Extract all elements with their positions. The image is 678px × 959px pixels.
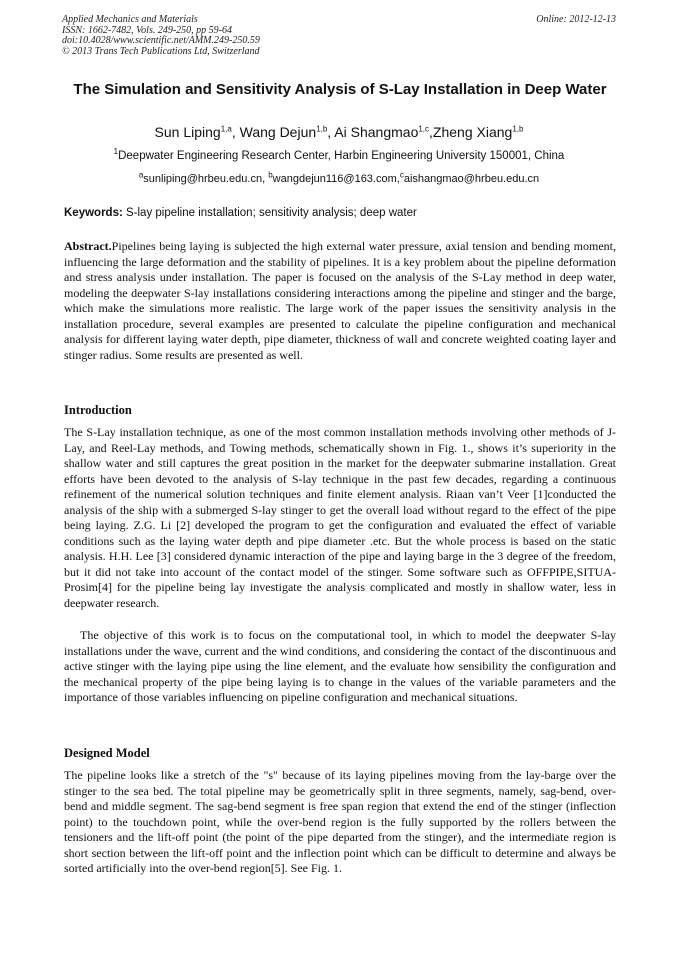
email-b[interactable]: wangdejun116@163.com, [272,173,400,185]
section-heading-introduction: Introduction [64,403,132,417]
introduction-paragraph-1: The S-Lay installation technique, as one of the most common installation methods involving other methods of J-Lay, and Reel-Lay methods, and Towing methods, schematically shown in Fig. 1., shows it’s superiority in the shallow water and still captures the great position in the market for the deepwater submarine installation. Great efforts have been devoted to the analysis of S-lay technique in the past few decades, regarding a continuous refinement of the numerical solution techniques and finite element analysis. Riaan van’t Veer [1]conducted the analysis of the ship with a submerged S-lay stinger to get the overall load without regard to the effect of the pipe being laying. Z.G. Li [2] developed the program to get the configuration and evaluated the effect of variable conditions such as the laying water depth and pipe diameter .etc. But the whole process is based on the static analysis. H.H. Lee [3] considered dynamic interaction of the pipe and laying barge in the 3 degree of the freedom, but it did not take into account of the contact model of the stinger. Some software such as OFFPIPE,SITUA-Prosim[4] for the pipeline being lay investigate the analysis complicated and mostly in shallow water, less in deepwater research. [64,425,616,610]
author-sup: 1,b [512,124,524,134]
affiliation-sup: 1 [113,147,119,157]
author-sep: , [231,124,240,140]
author-sup: 1,b [316,124,328,134]
issn-line: ISSN: 1662-7482, Vols. 249-250, pp 59-64 [62,24,232,36]
affiliation-text: Deepwater Engineering Research Center, Harbin Engineering University 150001, China [118,150,565,162]
abstract [64,239,616,363]
journal-name: Applied Mechanics and Materials [62,14,198,25]
author-name: Zheng Xiang [432,124,513,140]
author-list [62,123,616,141]
keywords-text: S-lay pipeline installation; sensitivity analysis; deep water [122,207,417,219]
introduction-paragraph-2: The objective of this work is to focus on the computational tool, in which to model the deepwater S-lay installations under the wave, current and the wind conditions, and considering the contact of the discontinuous and active stinger with the laying pipe using the line element, and the evaluate how sensibility the configuration and the mechanical property of the pipe being laying is to change in the values of the variable parameters and the importance of those variables influencing on pipeline configuration and mechanical situations. [64,628,616,704]
email-sup-a: a [138,170,144,180]
keywords [64,206,616,221]
affiliation [62,149,616,164]
email-sup-b: b [268,170,273,180]
email-a[interactable]: sunliping@hrbeu.edu.cn, [143,173,269,185]
doi-line: doi:10.4028/www.scientific.net/AMM.249-250.59 [62,35,260,46]
paper-title: The Simulation and Sensitivity Analysis of S-Lay Installation in Deep Water [73,81,607,98]
email-c[interactable]: aishangmao@hrbeu.edu.cn [403,173,540,185]
author-sup: 1,c [418,124,430,134]
section-heading-designed-model: Designed Model [64,746,150,760]
author-sep: , [429,124,433,140]
author-name: Wang Dejun [239,124,317,140]
author-name: Sun Liping [154,124,221,140]
email-sup-c: c [399,170,404,180]
keywords-label: Keywords: [64,207,123,219]
author-sep: , [327,124,335,140]
author-name: Ai Shangmao [334,124,419,140]
journal-header [62,15,616,57]
abstract-label: Abstract. [64,239,112,253]
online-date: Online: 2012-12-13 [536,14,616,25]
abstract-text: Pipelines being laying is subjected the high external water pressure, axial tension and bending moment, influencing the large deformation and the stability of pipelines. It is a key problem about the pipeline deformation and stress analysis under installation. The paper is focused on the analysis of the S-Lay method in deep water, modeling the deepwater S-lay installations considering interactions among the pipeline and stinger and the barge, which make the simulations more realistic. The large work of the paper issues the sensitivity analysis in the installation procedure, several examples are presented to calculate the pipeline configuration and mechanical analysis for different laying water depth, pipe diameter, thickness of wall and concrete weighted coating layer and stinger radius. Some results are presented as well. [64,239,616,362]
author-emails [62,172,616,187]
author-sup: 1,a [220,124,232,134]
designed-model-paragraph-1: The pipeline looks like a stretch of the "s" because of its laying pipelines moving from the lay-barge over the stinger to the sea bed. The total pipeline may be geometrically split in three segments, namely, sag-bend, over-bend and middle segment. The sag-bend segment is free span region that extend the end of the stinger (inflection point) to the touchdown point, while the over-bend region is the fully supported by the rollers between the tensioners and the lift-off point (the point of the pipe departed from the stinger), and the intermediate region is short section between the lift-off point and the inflection point which can be difficult to determine and always be sorted artificially into the over-bend region[5]. See Fig. 1. [64,768,616,875]
copyright-line: © 2013 Trans Tech Publications Ltd, Switzerland [62,45,260,57]
